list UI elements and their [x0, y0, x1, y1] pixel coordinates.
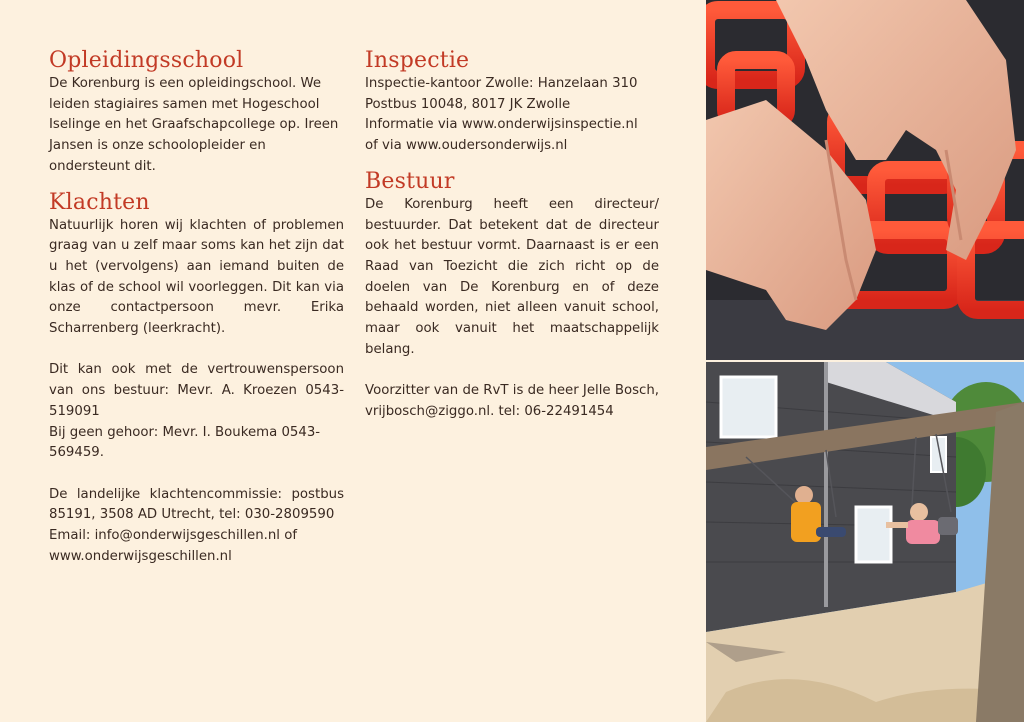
inspectie-line-2: Postbus 10048, 8017 JK Zwolle — [365, 96, 571, 112]
bestuur-heading: Bestuur — [365, 168, 455, 194]
opleidingsschool-text: De Korenburg is een opleidingschool. We leiden stagiaires samen met Hogeschool Iselinge en het Graafschapcollege op. Ireen Jansen is onze schoolopleider en ondersteunt dit. — [49, 76, 339, 174]
right-column — [365, 48, 659, 423]
inspectie-line-1: Inspectie-kantoor Zwolle: Hanzelaan 310 — [365, 76, 638, 91]
klachtencommissie-text: De landelijke klachtencommissie: postbus 85191, 3508 AD Utrecht, tel: 030-2809590 — [49, 486, 344, 523]
klachten-boukema: Bij geen gehoor: Mevr. I. Boukema 0543-569459. — [49, 424, 321, 461]
bestuur-voorzitter: Voorzitter van de RvT is de heer Jelle Bosch, vrijbosch@ziggo.nl. tel: 06-22491454 — [365, 383, 659, 419]
klachten-heading: Klachten — [49, 189, 150, 215]
bestuur-text-1: De Korenburg heeft een directeur/ bestuurder. Dat betekent dat de directeur ook het bestuur vormt. Daarnaast is er een Raad van Toezicht die zich richt op de doelen van De Korenburg en of deze behaald worden, niet alleen vanuit school, maar ook vanuit het maatschappelijk belang. — [365, 196, 659, 357]
inspectie-line-3: Informatie via www.onderwijsinspectie.nl — [365, 117, 638, 133]
inspectie-line-4: of via www.oudersonderwijs.nl — [365, 138, 568, 154]
photo-children-swings — [706, 362, 1024, 722]
left-column — [49, 48, 344, 567]
klachten-text-1: Natuurlijk horen wij klachten of problemen graag van u zelf maar soms kan het zijn dat u het (vervolgens) aan iemand buiten de klas of de school wil voorleggen. Dit kan via onze contactpersoon mevr. Erika Scharrenberg (leerkracht). — [49, 217, 344, 337]
klachten-vertrouwenspersoon: Dit kan ook met de vertrouwenspersoon van ons bestuur: Mevr. A. Kroezen 0543-519091 — [49, 362, 344, 419]
klachtencommissie-email: Email: info@onderwijsgeschillen.nl of www.onderwijsgeschillen.nl — [49, 528, 298, 564]
opleidingsschool-heading: Opleidingsschool — [49, 48, 244, 73]
inspectie-heading: Inspectie — [365, 48, 470, 73]
photo-panel — [706, 0, 1024, 722]
photo-hands-red-links — [706, 0, 1024, 360]
